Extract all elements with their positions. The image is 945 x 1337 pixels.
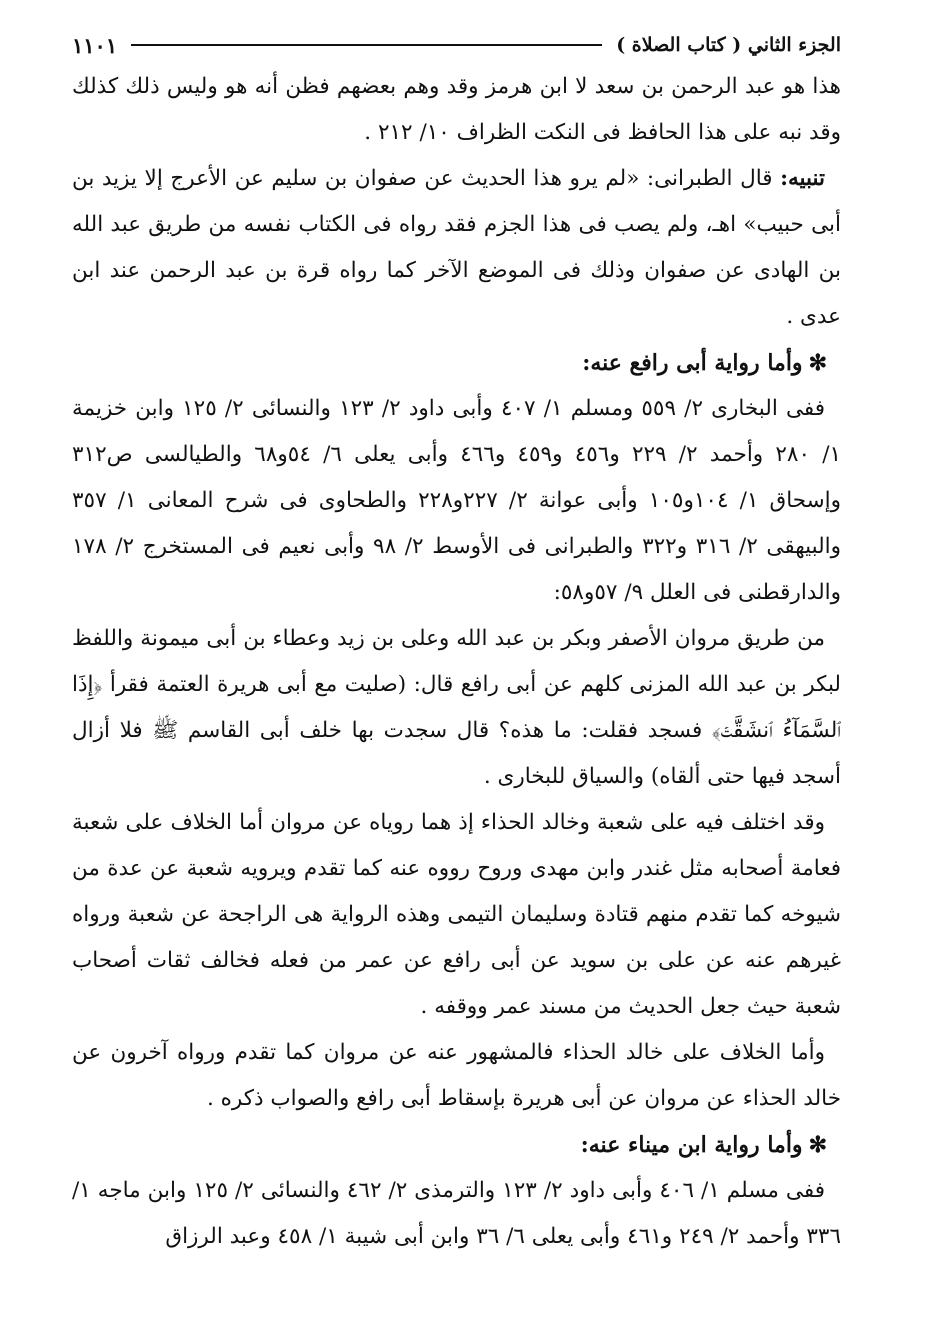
- note-text: قال الطبرانى: «لم يرو هذا الحديث عن صفوان بن سليم عن الأعرج إلا يزيد بن أبى حبيب» اهـ، ولم يصب فى هذا الجزم فقد رواه فى الكتاب نفسه من طريق عبد الله بن الهادى عن صفوان وذلك فى الموضع الآخر كما رواه قرة بن عبد الرحمن عند ابن عدى .: [72, 166, 841, 329]
- body-text: [72, 64, 841, 1260]
- section-heading-abu-rafi: [72, 340, 841, 386]
- star-bullet-icon: ✻: [808, 350, 827, 376]
- paragraph-disagreement-shuba: وقد اختلف فيه على شعبة وخالد الحذاء إذ هما روياه عن مروان أما الخلاف على شعبة فعامة أصحابه مثل غندر وابن مهدى وروح رووه عنه كما تقدم ويرويه شعبة عن عدة من شيوخه كما تقدم منهم قتادة وسليمان التيمى وهذه الرواية هى الراجحة عن شعبة ورواه غيرهم عنه عن على بن سويد عن أبى رافع عن عمر من فعله فخالف ثقات أصحاب شعبة حيث جعل الحديث من مسند عمر ووقفه .: [72, 810, 841, 1019]
- section-heading-text: وأما رواية ابن ميناء عنه:: [580, 1132, 803, 1158]
- paragraph-note: [72, 156, 841, 340]
- paragraph-sources-abu-rafi: ففى البخارى ٢/ ٥٥٩ ومسلم ١/ ٤٠٧ وأبى داود ٢/ ١٢٣ والنسائى ٢/ ١٢٥ وابن خزيمة ١/ ٢٨٠ وأحمد ٢/ ٢٢٩ و٤٥٦ و٤٥٩ و٤٦٦ وأبى يعلى ٦/ ٥٤و٦٨ والطيالسى ص٣١٢ وإسحاق ١/ ١٠٤و١٠٥ وأبى عوانة ٢/ ٢٢٧و٢٢٨ والطحاوى فى شرح المعانى ١/ ٣٥٧ والبيهقى ٢/ ٣١٦ و٣٢٢ والطبرانى فى الأوسط ٢/ ٩٨ وأبى نعيم فى المستخرج ٢/ ١٧٨ والدارقطنى فى العلل ٩/ ٥٧و٥٨:: [72, 396, 842, 605]
- paragraph-sources-ibn-mina: ففى مسلم ١/ ٤٠٦ وأبى داود ٢/ ١٢٣ والترمذى ٢/ ٤٦٢ والنسائى ٢/ ١٢٥ وابن ماجه ١/ ٣٣٦ وأحمد ٢/ ٢٤٩ و٤٦١ وأبى يعلى ٦/ ٣٦ وابن أبى شيبة ١/ ٤٥٨ وعبد الرزاق: [72, 1178, 841, 1249]
- paragraph-hadith-text: من طريق مروان الأصفر وبكر بن عبد الله وعلى بن زيد وعطاء بن أبى ميمونة واللفظ لبكر بن عبد الله المزنى كلهم عن أبى رافع قال: (صليت مع أبى هريرة العتمة فقرأ ﴿إِذَا ٱلسَّمَآءُ ٱنشَقَّتۡ﴾ فسجد فقلت: ما هذه؟ قال سجدت بها خلف أبى القاسم ﷺ فلا أزال أسجد فيها حتى ألقاه) والسياق للبخارى .: [72, 626, 841, 789]
- note-lead-term: تنبيه:: [780, 166, 825, 191]
- running-head-title: الجزء الثاني ( كتاب الصلاة ): [616, 34, 841, 56]
- running-head-rule: [131, 44, 602, 46]
- running-head: [72, 30, 841, 60]
- section-heading-ibn-mina: [72, 1122, 841, 1168]
- section-heading-text: وأما رواية أبى رافع عنه:: [582, 350, 803, 376]
- paragraph-disagreement-khalid: وأما الخلاف على خالد الحذاء فالمشهور عنه عن مروان كما تقدم ورواه آخرون عن خالد الحذاء عن مروان عن أبى هريرة بإسقاط أبى رافع والصواب ذكره .: [72, 1040, 841, 1111]
- paragraph-continuation: هذا هو عبد الرحمن بن سعد لا ابن هرمز وقد وهم بعضهم فظن أنه هو وليس ذلك كذلك وقد نبه على هذا الحافظ فى النكت الظراف ١٠/ ٢١٢ .: [72, 74, 841, 145]
- star-bullet-icon: ✻: [808, 1132, 827, 1158]
- page-number: ١١٠١: [72, 32, 118, 58]
